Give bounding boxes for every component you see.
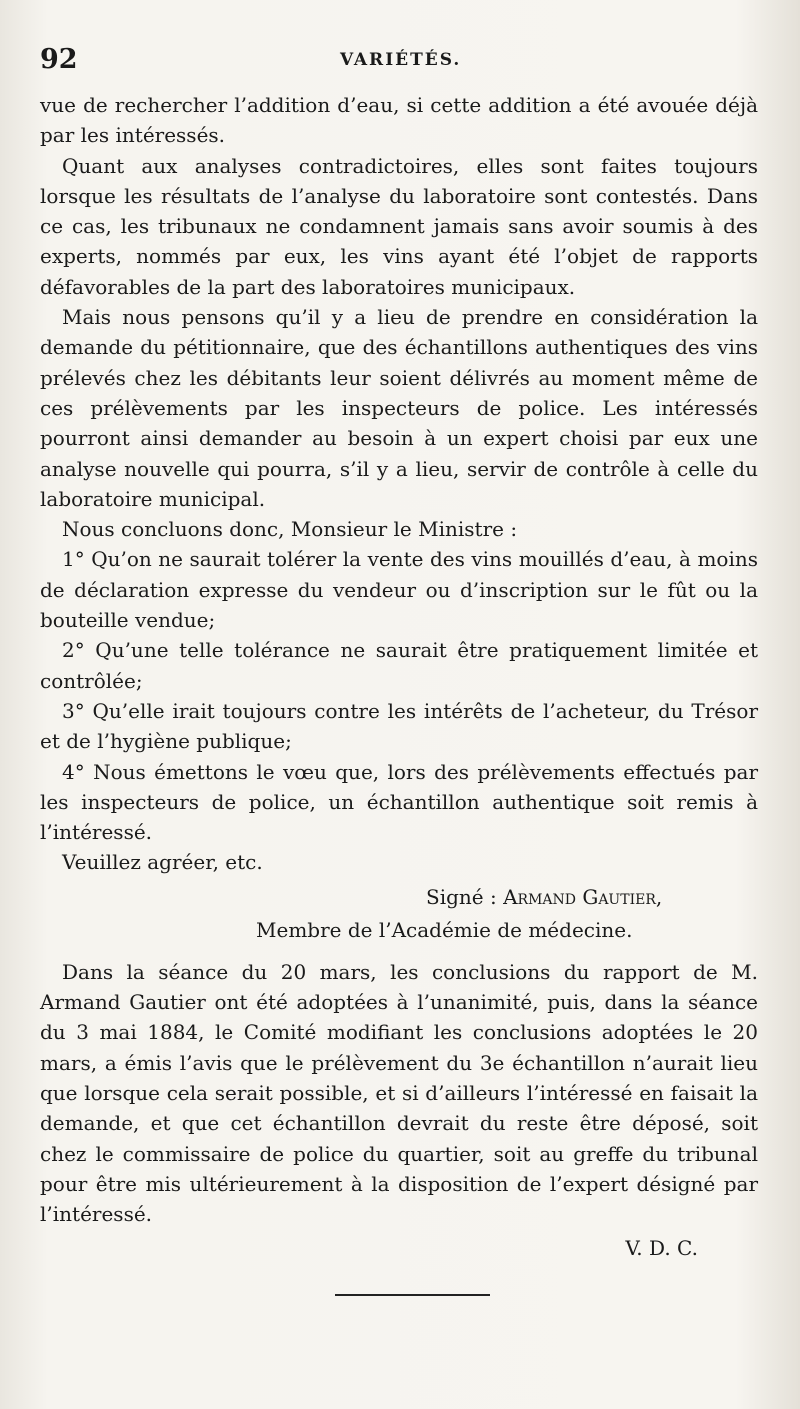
conclusion-item-1: 1° Qu’on ne saurait tolérer la vente des vins mouillés d’eau, à moins de déclaration expresse du vendeur ou d’inscription sur le fût ou la bouteille vendue; [40,547,758,633]
signatory-name: Armand Gautier, [503,884,663,909]
section-gap [40,947,758,957]
page-header [40,44,760,80]
paragraph-conclusions-intro: Nous concluons donc, Monsieur le Ministre : [62,517,518,542]
conclusion-item-2: 2° Qu’une telle tolérance ne saurait être pratiquement limitée et contrôlée; [40,638,758,693]
page-number: 92 [40,44,78,75]
paragraph-session-note: Dans la séance du 20 mars, les conclusions du rapport de M. Armand Gautier ont été adoptées à l’unanimité, puis, dans la séance du 3 mai 1884, le Comité modifiant les conclusions adoptées le 20 mars, a émis l’avis que le prélèvement du 3e échantillon n’aurait lieu que lorsque cela serait possible, et si d’ailleurs l’intéressé en faisait la demande, et que cet échantillon devrait du reste être déposé, soit chez le commissaire de police du quartier, soit au greffe du tribunal pour être mis ultérieurement à la disposition de l’expert désigné par l’intéressé. [40,959,758,1227]
paragraph-petition: Mais nous pensons qu’il y a lieu de prendre en considération la demande du pétitionnaire, que des échantillons authentiques des vins prélevés chez les débitants leur soient délivrés au moment même de ces prélèvements par les inspecteurs de police. Les intéressés pourront ainsi demander au besoin à un expert choisi par eux une analyse nouvelle qui pourra, s’il y a lieu, servir de contrôle à celle du laboratoire municipal. [40,305,758,511]
signature-block [40,882,758,947]
conclusion-item-3: 3° Qu’elle irait toujours contre les intérêts de l’acheteur, du Trésor et de l’hygiène publique; [40,698,758,754]
signed-label: Signé : [426,884,504,909]
paragraph-analyses: Quant aux analyses contradictoires, elles sont faites toujours lorsque les résultats de l’analyse du laboratoire sont contestés. Dans ce cas, les tribunaux ne condamnent jamais sans avoir soumis à des experts, nommés par eux, les vins ayant été l’objet de rapports défavorables de la part des laboratoires municipaux. [40,153,758,299]
end-rule [335,1294,490,1296]
paragraph-continuation: vue de rechercher l’addition d’eau, si cette addition a été avouée déjà par les intéressés. [40,93,758,148]
page-body [40,90,758,1263]
signatory-title: Membre de l’Académie de médecine. [256,917,633,942]
closing-formula: Veuillez agréer, etc. [62,850,263,875]
running-head: VARIÉTÉS. [340,50,462,70]
author-initials: V. D. C. [625,1236,698,1261]
signature-line [426,882,758,913]
conclusion-item-4: 4° Nous émettons le vœu que, lors des prélèvements effectués par les inspecteurs de police, un échantillon authentique soit remis à l’intéressé. [40,759,758,845]
